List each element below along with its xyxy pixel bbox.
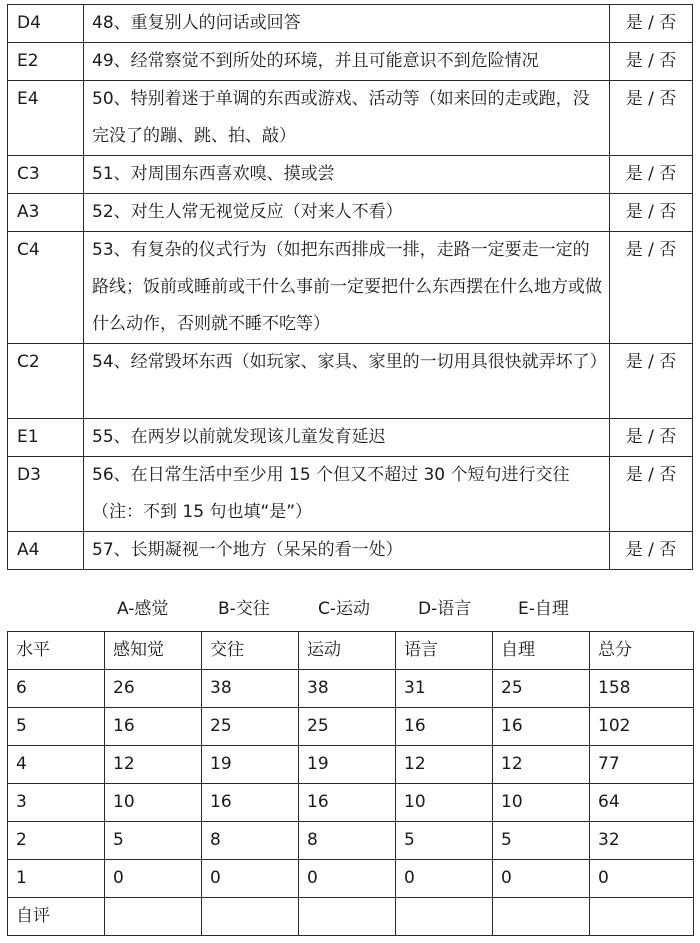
- score-cell: 10: [105, 784, 202, 822]
- header-cell: 总分: [590, 632, 694, 670]
- self-score-field[interactable]: [202, 898, 299, 936]
- answer-choice[interactable]: 是 / 否: [610, 457, 693, 532]
- score-cell: 8: [299, 822, 396, 860]
- answer-choice[interactable]: 是 / 否: [610, 419, 693, 457]
- header-cell: 自理: [493, 632, 590, 670]
- question-row: [8, 232, 693, 344]
- question-text: 57、长期凝视一个地方（呆呆的看一处）: [84, 532, 610, 570]
- score-cell: 0: [202, 860, 299, 898]
- score-cell: 16: [105, 708, 202, 746]
- score-cell: 38: [202, 670, 299, 708]
- question-code: A4: [8, 532, 84, 570]
- score-cell: 0: [396, 860, 493, 898]
- level-cell: 3: [8, 784, 105, 822]
- question-text: 50、特别着迷于单调的东西或游戏、活动等（如来回的走或跑，没完没了的蹦、跳、拍、敲）: [84, 81, 610, 156]
- header-cell: 运动: [299, 632, 396, 670]
- question-code: C4: [8, 232, 84, 344]
- legend-item-b: B-交往: [218, 599, 270, 619]
- score-cell: 12: [105, 746, 202, 784]
- score-cell: 0: [493, 860, 590, 898]
- total-cell: 0: [590, 860, 694, 898]
- answer-choice[interactable]: 是 / 否: [610, 532, 693, 570]
- score-cell: 16: [493, 708, 590, 746]
- question-row: [8, 5, 693, 43]
- level-cell: 1: [8, 860, 105, 898]
- legend-item-c: C-运动: [318, 599, 371, 619]
- question-row: [8, 344, 693, 419]
- question-code: E4: [8, 81, 84, 156]
- question-code: C3: [8, 156, 84, 194]
- score-cell: 25: [493, 670, 590, 708]
- level-cell: 6: [8, 670, 105, 708]
- score-cell: 0: [105, 860, 202, 898]
- self-assessment-row: [8, 898, 694, 936]
- question-code: C2: [8, 344, 84, 419]
- score-cell: 19: [299, 746, 396, 784]
- answer-choice[interactable]: 是 / 否: [610, 232, 693, 344]
- score-cell: 10: [493, 784, 590, 822]
- score-cell: 5: [396, 822, 493, 860]
- self-score-field[interactable]: [105, 898, 202, 936]
- score-cell: 16: [202, 784, 299, 822]
- question-text: 55、在两岁以前就发现该儿童发育延迟: [84, 419, 610, 457]
- score-cell: 16: [396, 708, 493, 746]
- score-row: [8, 746, 694, 784]
- question-code: D4: [8, 5, 84, 43]
- question-row: [8, 81, 693, 156]
- question-text: 52、对生人常无视觉反应（对来人不看）: [84, 194, 610, 232]
- score-cell: 26: [105, 670, 202, 708]
- score-cell: 5: [105, 822, 202, 860]
- score-row: [8, 784, 694, 822]
- category-legend: [0, 594, 700, 624]
- legend-item-d: D-语言: [418, 599, 472, 619]
- total-cell: 102: [590, 708, 694, 746]
- total-cell: 64: [590, 784, 694, 822]
- question-text: 53、有复杂的仪式行为（如把东西排成一排，走路一定要走一定的路线；饭前或睡前或干什么事前一定要把什么东西摆在什么地方或做什么动作，否则就不睡不吃等）: [84, 232, 610, 344]
- score-cell: 31: [396, 670, 493, 708]
- question-row: [8, 457, 693, 532]
- score-cell: 25: [202, 708, 299, 746]
- question-row: [8, 43, 693, 81]
- level-cell: 2: [8, 822, 105, 860]
- question-row: [8, 419, 693, 457]
- score-header-row: [8, 632, 694, 670]
- answer-choice[interactable]: 是 / 否: [610, 156, 693, 194]
- answer-choice[interactable]: 是 / 否: [610, 43, 693, 81]
- score-row: [8, 860, 694, 898]
- header-cell: 感知觉: [105, 632, 202, 670]
- question-row: [8, 156, 693, 194]
- question-code: A3: [8, 194, 84, 232]
- question-text: 54、经常毁坏东西（如玩家、家具、家里的一切用具很快就弄坏了）: [84, 344, 610, 419]
- level-cell: 5: [8, 708, 105, 746]
- self-score-field[interactable]: [493, 898, 590, 936]
- legend-item-a: A-感觉: [117, 599, 169, 619]
- question-row: [8, 194, 693, 232]
- score-row: [8, 822, 694, 860]
- question-text: 56、在日常生活中至少用 15 个但又不超过 30 个短句进行交往（注：不到 15 句也填“是”）: [84, 457, 610, 532]
- self-assessment-label: 自评: [8, 898, 105, 936]
- legend-item-e: E-自理: [518, 599, 569, 619]
- score-row: [8, 670, 694, 708]
- header-cell: 语言: [396, 632, 493, 670]
- answer-choice[interactable]: 是 / 否: [610, 344, 693, 419]
- answer-choice[interactable]: 是 / 否: [610, 5, 693, 43]
- score-cell: 12: [396, 746, 493, 784]
- total-cell: 77: [590, 746, 694, 784]
- score-cell: 0: [299, 860, 396, 898]
- score-cell: 10: [396, 784, 493, 822]
- questionnaire-table: [7, 4, 693, 570]
- score-cell: 16: [299, 784, 396, 822]
- score-cell: 5: [493, 822, 590, 860]
- question-text: 49、经常察觉不到所处的环境，并且可能意识不到危险情况: [84, 43, 610, 81]
- score-row: [8, 708, 694, 746]
- question-code: D3: [8, 457, 84, 532]
- total-cell: 158: [590, 670, 694, 708]
- header-cell: 交往: [202, 632, 299, 670]
- score-cell: 12: [493, 746, 590, 784]
- answer-choice[interactable]: 是 / 否: [610, 194, 693, 232]
- question-text: 48、重复别人的问话或回答: [84, 5, 610, 43]
- level-cell: 4: [8, 746, 105, 784]
- score-cell: 25: [299, 708, 396, 746]
- total-cell: 32: [590, 822, 694, 860]
- question-code: E1: [8, 419, 84, 457]
- answer-choice[interactable]: 是 / 否: [610, 81, 693, 156]
- question-row: [8, 532, 693, 570]
- header-cell: 水平: [8, 632, 105, 670]
- self-total-field[interactable]: [590, 898, 694, 936]
- self-score-field[interactable]: [396, 898, 493, 936]
- score-cell: 19: [202, 746, 299, 784]
- question-code: E2: [8, 43, 84, 81]
- score-cell: 8: [202, 822, 299, 860]
- self-score-field[interactable]: [299, 898, 396, 936]
- score-cell: 38: [299, 670, 396, 708]
- question-text: 51、对周围东西喜欢嗅、摸或尝: [84, 156, 610, 194]
- score-table: [7, 631, 694, 936]
